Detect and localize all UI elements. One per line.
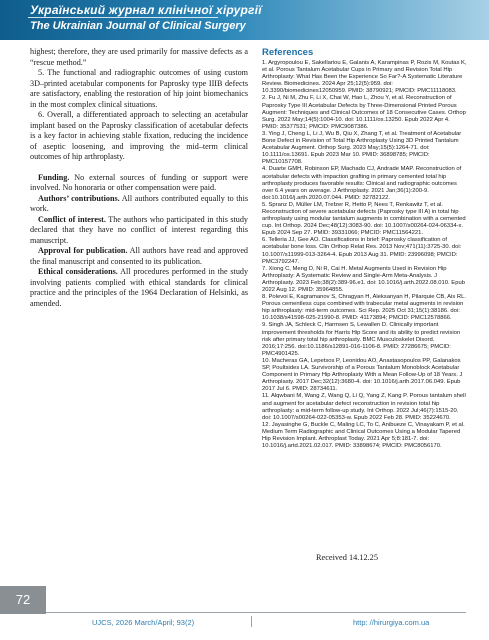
reference-item: 8. Polevoi E, Kagramanov S, Chragyan H, Aleksanyan H, Pilarquie CB, Ais RL. Porous cementless cups combined with trabecular metal augments in revision hip arthroplasty: mid-term outcomes. Sci Rep. 2025 Oct 31;15(1):38186. doi: 10.1038/s41598-025-21990-8. PMID: 41173894; PMCID: PMC12578866. [262,294,466,322]
conflict-of-interest [30,215,248,247]
footer-separator [251,616,252,627]
journal-title-ua: Український журнал клінічної хірургії [30,3,262,17]
funding-statement [30,173,248,194]
reference-item: 9. Singh JA, Schleck C, Harmsen S, Lewallen D. Clinically important improvement thresholds for Harris Hip Score and its ability to predict revision risk after primary total hip arthroplasty. BMC Musculoskelet Disord. 2016;17:256. doi:10.1186/s12891-016-1106-8. PMID: 27286675; PMCID: PMC4901425. [262,322,461,357]
references-column [262,47,467,450]
received-date: Received 14.12.25 [316,553,378,562]
conclusion-paragraph: highest; therefore, they are used primarily for massive defects as a “rescue method.” [30,47,248,67]
funding-text: No external sources of funding or support were involved. No honoraria or other compensation were paid. [30,172,248,192]
funding-label: Funding. [38,172,70,182]
authors-label: Authors’ contributions. [38,193,120,203]
header-divider [28,17,218,18]
approval-text: All authors have read and approved the final manuscript and consented to its publication. [30,246,248,266]
reference-item: 2. Fu J, Ni M, Zhu F, Li X, Chai W, Hao L, Zhou Y, et al. Reconstruction of Paprosky Type III Acetabular Defects by Three-Dimensional Printed Porous Augment: Techniques and Clinical Outcomes of 18 Consecutive Cases. Orthop Surg. 2022 May;14(5):1004-10. doi: 10.1111/os.13250. Epub 2022 Apr 4. PMID: 35377531; PMCID: PMC9087386. [262,95,466,130]
main-text-column [30,47,248,309]
reference-item: 7. Xiong C, Meng D, Ni R, Cai H. Metal Augments Used in Revision Hip Arthroplasty: A Systematic Review and Single-Arm Meta-Analysis. J Arthroplasty. 2023 Feb;38(2):389-96.e1. doi: 10.1016/j.arth.2022.08.010. Epub 2022 Aug 12. PMID: 35964855. [262,265,465,293]
reference-item: 11. Alqwbani M, Wang Z, Wang Q, Li Q, Yang Z, Kang P. Porous tantalum shell and augment for acetabular defect reconstruction in revision total hip arthroplasty: a mid-term follow-up study. Int Orthop. 2022 Jul;46(7):1515-20. doi: 10.1007/s00264-022-05353-w. Epub 2022 Feb 28. PMID: 35224670. [262,393,466,421]
ethical-considerations [30,267,248,309]
journal-title-en: The Ukrainian Journal of Clinical Surgery [30,20,246,32]
footer-rule [46,612,466,613]
reference-item: 10. Macheras GA, Lepetsos P, Leonidou AO, Anastasopoulos PP, Galanakos SP, Poultsides LA. Survivorship of a Porous Tantalum Monoblock Acetabular Component in Primary Hip Arthroplasty With a Mean Follow-Up of 18 Years. J Arthroplasty. 2017 Dec;32(12):3680-4. doi: 10.1016/j.arth.2017.06.049. Epub 2017 Jul 6. PMID: 28734611. [262,357,463,393]
approval-label: Approval for publication. [38,246,128,255]
reference-item: 6. Telleria JJ, Gee AO. Classifications in brief: Paprosky classification of acetabular bone loss. Clin Orthop Relat Res. 2013 Nov;471(11):3725-30. doi: 10.1007/s11999-013-3264-4. Epub 2013 Aug 31. PMID: 23996098; PMCID: PMC3792247. [262,237,462,265]
authors-contributions [30,194,248,215]
authors-text: All authors contributed equally to this work. [30,193,248,213]
page-number: 72 [0,586,46,614]
reference-item: 5. Spranz D, Müller LM, Trefzer R, Hetto P, Nees T, Renkawitz T, et al. Reconstruction of severe acetabular defects (Paprosky type III A) in total hip arthroplasty using modular tantalum augments in combination with a cemented cup. Int Orthop. 2024 Dec;48(12):3083-90. doi: 10.1007/s00264-024-06334-x. Epub 2024 Sep 27. PMID: 39331066; PMCID: PMC11564221. [262,201,466,237]
conflict-text: The authors who participated in this study declared that they have no conflict of interest regarding this manuscript. [30,214,248,245]
conclusion-item-6: 6. Overall, a differentiated approach to selecting an acetabular implant based on the Paprosky classification of acetabular defects is a key factor in achieving stable fixation, reducing the incidence of aseptic loosening, and improving the mid–term clinical outcomes of hip arthroplasty. [30,110,248,161]
references-list [262,60,467,450]
reference-item: 12. Jayasinghe G, Buckle C, Maling LC, To C, Anibueze C, Vinayakam P, et al. Medium Term Radiographic and Clinical Outcomes Using a Modular Tapered Hip Revision Implant. Arthroplast Today. 2021 Apr 5;8:181-7. doi: 10.1016/j.artd.2021.02.017. PMID: 33898674; PMCID: PMC8056170. [262,421,465,450]
conflict-label: Conflict of interest. [38,214,106,224]
page-footer [0,586,489,640]
ethical-text: All procedures performed in the study involving patients complied with ethical standards for clinical practice and the principles of the 1964 Declaration of Helsinki, as amended. [30,267,249,308]
conclusion-item-5: 5. The functional and radiographic outcomes of using custom 3D–printed acetabular components for Paprosky type IIIB defects are satisfactory, enabling the restoration of hip joint biomechanics in the most complex clinical situations. [30,68,248,109]
journal-issue: UJCS, 2026 March/April; 93(2) [92,618,195,627]
journal-header-banner [0,0,489,40]
reference-item: 1. Argyropoulou E, Sakellariou E, Galanis A, Karampinas P, Rozis M, Koutas K, et al. Porous Tantalum Acetabular Cups in Primary and Revision Total Hip Arthroplasty: What Has Been the Experience So Far?-A Systematic Literature Review. Biomedicines. 2024 Apr 25;12(5):959. doi: 10.3390/biomedicines12050959. PMID: 38790921; PMCID: PMC11118083. [262,60,467,95]
reference-item: 4. Duarte GMH, Robinson EP, Machado CJ, Andrade MAP. Reconstruction of acetabular defects with impaction grafting in primary cemented total hip arthroplasty produces favorable results: Clinical and radiographic outcomes over 6.4 years on average. J Arthroplasty. 2021 Jan;36(1):200-9. doi:10.1016/j.arth.2020.07.044. PMID: 32782122. [262,166,462,201]
ethical-label: Ethical considerations. [38,267,118,276]
paragraph-gap [30,163,248,173]
reference-item: 3. Ying J, Cheng L, Li J, Wu B, Qiu X, Zhang T, et al. Treatment of Acetabular Bone Defect in Revision of Total Hip Arthroplasty Using 3D Printed Tantalum Acetabular Augment. Orthop Surg. 2023 May;15(5):1264-71. doi: 10.1111/os.13691. Epub 2023 Mar 10. PMID: 36898785; PMCID: PMC10157708. [262,130,462,166]
approval-statement [30,246,248,267]
journal-website-link[interactable]: http: //hirurgiya.com.ua [353,618,430,627]
references-heading: References [262,47,314,58]
